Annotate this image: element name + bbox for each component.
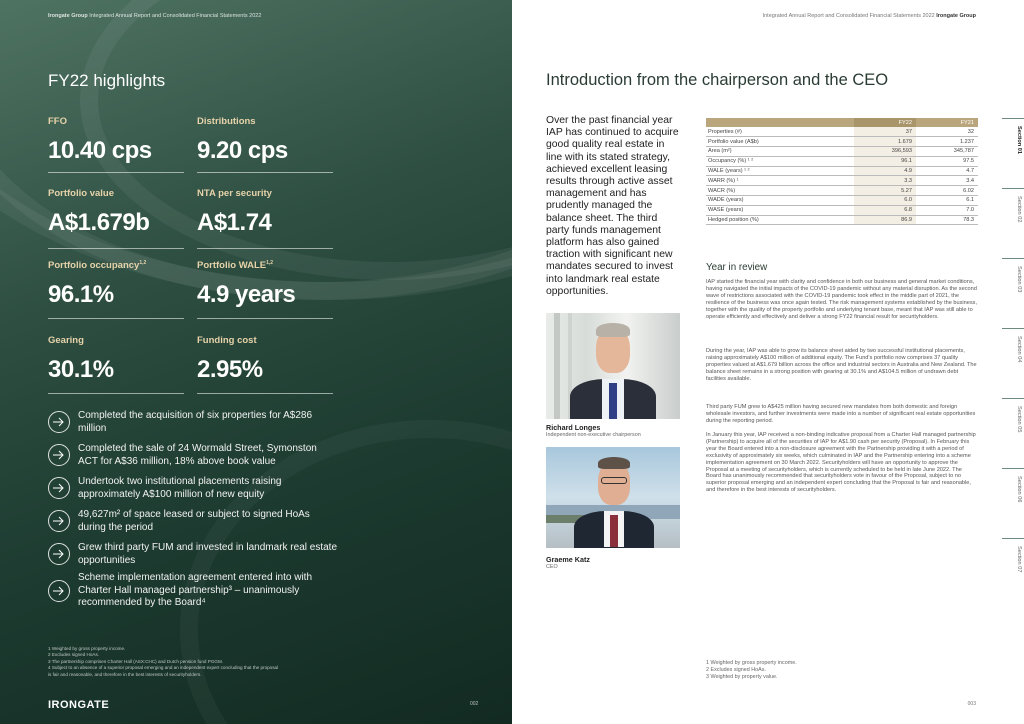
- table-cell: 3.4: [916, 176, 978, 186]
- metric-value: 9.20 cps: [197, 137, 288, 164]
- metric-value: 96.1%: [48, 281, 114, 309]
- table-cell: Occupancy (%) ¹ ²: [706, 156, 854, 166]
- footnote: 4 Subject to an absence of a superior proposal emerging and an independent expert concluding that the proposal: [48, 665, 279, 671]
- table-cell: WACR (%): [706, 186, 854, 196]
- divider: [48, 393, 184, 394]
- metric-label: Gearing: [48, 335, 84, 346]
- footnote: 2 Excludes signed HoAs.: [48, 652, 100, 658]
- metric-label: Portfolio WALE$^{1,2}$: [197, 260, 274, 272]
- highlight-text: Scheme implementation agreement entered into with Charter Hall managed partnership³ – unanimously recommended by the Board⁴: [78, 572, 313, 608]
- highlight-item: [48, 542, 338, 567]
- table-header: [706, 118, 854, 127]
- highlight-item: [48, 572, 338, 610]
- table-cell: 96.1: [854, 156, 916, 166]
- tie: [609, 383, 617, 419]
- page-header: [763, 13, 976, 19]
- section-tab-02[interactable]: [1000, 188, 1024, 258]
- person-role: Independent non-executive chairperson: [546, 432, 641, 438]
- highlight-text: Undertook two institutional placements raising approximately A$100 million of new equity: [78, 476, 282, 500]
- arrow-right-icon: [48, 543, 70, 565]
- section-label: Section 07: [1016, 546, 1022, 573]
- divider: [48, 172, 184, 173]
- table-cell: Hedged position (%): [706, 215, 854, 225]
- arrow-right-icon: [48, 411, 70, 433]
- table-cell: 5.27: [854, 186, 916, 196]
- highlight-text: Completed the acquisition of six properties for A$286 million: [78, 410, 313, 434]
- table-row: [706, 215, 978, 225]
- table-cell: 37: [854, 127, 916, 137]
- divider: [197, 318, 333, 319]
- table-cell: 97.5: [916, 156, 978, 166]
- header-title: Integrated Annual Report and Consolidated Financial Statements 2022: [89, 13, 262, 19]
- tab-divider: [1002, 188, 1024, 189]
- table-cell: 1.679: [854, 137, 916, 147]
- table-cell: WADE (years): [706, 196, 854, 206]
- section-tab-04[interactable]: [1000, 328, 1024, 398]
- arrow-right-icon: [48, 510, 70, 532]
- section-tab-06[interactable]: [1000, 468, 1024, 538]
- metric-label: Distributions: [197, 116, 256, 127]
- footnotes: [48, 646, 348, 678]
- table-row: [706, 147, 978, 157]
- metric-gearing: [48, 335, 184, 384]
- highlight-item: [48, 443, 338, 468]
- table-cell: 345,787: [916, 147, 978, 157]
- metric-label: Portfolio occupancy$^{1,2}$: [48, 260, 147, 272]
- header-brand: Irongate Group: [48, 13, 88, 19]
- table-cell: Area (m²): [706, 147, 854, 157]
- person-name: Richard Longes: [546, 423, 601, 432]
- body-paragraph: In January this year, IAP received a non-binding indicative proposal from a Charter Hall managed partnership (Partnership) to acquire all of the securities of IAP for A$1.90 cash per security (Proposal). In February this year the Board entered into a non-disclosure agreement with the Partnership providing it with a period of exclusivity of approximately six weeks, which culminated in IAP and the Partnership entering into a scheme implementation agreement on 30 March 2022. Securityholders will have an opportunity to approve the Proposal at a meeting of securityholders, which is currently scheduled to be held in late June 2022. The Board has unanimously recommended that securityholders vote in favour of the Proposal, subject to no superior proposal emerging and an independent expert concluding that the Proposal is fair and reasonable, and therefore in the best interests of securityholders.: [706, 432, 976, 494]
- metric-nta: [197, 188, 333, 237]
- table-row: [706, 186, 978, 196]
- glasses: [601, 477, 627, 484]
- section-label: Section 06: [1016, 476, 1022, 503]
- highlight-text: 49,627m² of space leased or subject to signed HoAs during the period: [78, 509, 310, 533]
- divider: [48, 248, 184, 249]
- metric-portfolio-value: [48, 188, 184, 237]
- table-cell: 4.9: [854, 166, 916, 176]
- header-title: Integrated Annual Report and Consolidated Financial Statements 2022: [762, 13, 935, 19]
- table-cell: 3.3: [854, 176, 916, 186]
- body-paragraph: IAP started the financial year with clarity and confidence in both our business and general market conditions, having navigated the initial impacts of the COVID-19 pandemic without any material disruption. As the second wave of restrictions associated with the COVID-19 pandemic took effect in the middle part of 2021, the resilience of the business was once again tested. The risk management systems established by the business, together with the quality of the property portfolio and underlying tenant base, meant that IAP was still able to operate efficiently and effectively and deliver a strong FY22 financial result for securityholders.: [706, 279, 978, 320]
- table-row: [706, 176, 978, 186]
- table-cell: 6.8: [854, 205, 916, 215]
- footnote: 2 Excludes signed HoAs.: [706, 667, 766, 673]
- table-cell: 1.237: [916, 137, 978, 147]
- section-tab-03[interactable]: [1000, 258, 1024, 328]
- footnote: 3 Weighted by property value.: [706, 674, 778, 680]
- table-cell: WASE (years): [706, 205, 854, 215]
- table-cell: 86.9: [854, 215, 916, 225]
- metric-label: NTA per security: [197, 188, 272, 199]
- section-heading: Year in review: [706, 262, 768, 273]
- tab-divider: [1002, 118, 1024, 119]
- table-row: [706, 196, 978, 206]
- page-title: FY22 highlights: [48, 71, 166, 90]
- highlight-text: Grew third party FUM and invested in landmark real estate opportunities: [78, 542, 337, 566]
- metric-ffo: [48, 116, 184, 165]
- table-cell: 7.0: [916, 205, 978, 215]
- divider: [197, 172, 333, 173]
- section-label: Section 02: [1016, 196, 1022, 223]
- tab-divider: [1002, 328, 1024, 329]
- table-cell: 32: [916, 127, 978, 137]
- table-row: [706, 156, 978, 166]
- section-label: Section 03: [1016, 266, 1022, 293]
- irongate-logo: IRONGATE: [48, 699, 110, 711]
- metric-label: Funding cost: [197, 335, 257, 346]
- highlight-item: [48, 509, 338, 534]
- table-cell: 4.7: [916, 166, 978, 176]
- tab-divider: [1002, 398, 1024, 399]
- table-cell: 6.02: [916, 186, 978, 196]
- metric-value: 10.40 cps: [48, 137, 152, 164]
- table-header: FY21: [916, 118, 978, 127]
- table-row: [706, 127, 978, 137]
- key-metrics-table: [706, 118, 978, 225]
- section-tab-01[interactable]: [1000, 118, 1024, 188]
- tie: [610, 515, 618, 547]
- metric-funding-cost: [197, 335, 333, 384]
- metric-value: 2.95%: [197, 356, 263, 383]
- background-window: [554, 313, 560, 419]
- divider: [197, 248, 333, 249]
- section-label: Section 01: [1016, 126, 1022, 154]
- table-cell: Properties (#): [706, 127, 854, 137]
- divider: [197, 393, 333, 394]
- section-tab-07[interactable]: [1000, 538, 1024, 608]
- hair: [598, 457, 630, 469]
- body-paragraph: Third party FUM grew to A$425 million having secured new mandates from both domestic and foreign wholesale investors, and further investments were made into a number of significant real estate opportunities during the reporting period.: [706, 404, 976, 424]
- tab-divider: [1002, 468, 1024, 469]
- table-cell: 396,593: [854, 147, 916, 157]
- metric-value: 4.9 years: [197, 281, 296, 309]
- metric-label: Portfolio value: [48, 188, 114, 199]
- person-role: CEO: [546, 564, 558, 570]
- introduction-page: [512, 0, 1024, 724]
- section-label: Section 04: [1016, 336, 1022, 363]
- metric-label: FFO: [48, 116, 67, 127]
- header-brand: Irongate Group: [936, 13, 976, 19]
- hair: [596, 323, 630, 337]
- tab-divider: [1002, 258, 1024, 259]
- metric-value: A$1.74: [197, 209, 272, 236]
- table-cell: WALE (years) ¹ ²: [706, 166, 854, 176]
- metric-distributions: [197, 116, 333, 165]
- page-title: Introduction from the chairperson and the CEO: [546, 71, 889, 89]
- footnote: 1 Weighted by gross property income.: [48, 646, 126, 651]
- chairperson-photo: [546, 313, 680, 419]
- page-number: 003: [967, 701, 976, 707]
- page-header: [48, 13, 261, 19]
- section-tab-05[interactable]: [1000, 398, 1024, 468]
- person-name: Graeme Katz: [546, 555, 590, 564]
- table-cell: WARR (%) ¹: [706, 176, 854, 186]
- tab-divider: [1002, 538, 1024, 539]
- table-header-row: [706, 118, 978, 127]
- footnotes: [706, 660, 797, 681]
- table-row: [706, 166, 978, 176]
- table-cell: 6.0: [854, 196, 916, 206]
- arrow-right-icon: [48, 444, 70, 466]
- highlight-item: [48, 410, 338, 435]
- table-cell: 78.3: [916, 215, 978, 225]
- metric-wale: [197, 260, 333, 309]
- table-cell: Portfolio value (A$b): [706, 137, 854, 147]
- lead-paragraph: Over the past financial year IAP has continued to acquire good quality real estate in line with its stated strategy, achieved excellent leasing results through active asset management and has prudently managed the balance sheet. The third party funds management platform has also gained traction with significant new mandates secured to invest into landmark real estate opportunities.: [546, 115, 679, 297]
- section-label: Section 05: [1016, 406, 1022, 433]
- ceo-photo: [546, 447, 680, 548]
- table-row: [706, 137, 978, 147]
- highlight-text: Completed the sale of 24 Wormald Street, Symonston ACT for A$36 million, 18% above book value: [78, 443, 317, 467]
- table-header: FY22: [854, 118, 916, 127]
- page-number: 002: [470, 701, 479, 707]
- footnote: 3 The partnership comprises Charter Hall (ASX:CHC) and Dutch pension fund PGGM.: [48, 658, 224, 664]
- footnote: 1 Weighted by gross property income.: [706, 660, 797, 666]
- divider: [48, 318, 184, 319]
- arrow-right-icon: [48, 580, 70, 602]
- table-cell: 6.1: [916, 196, 978, 206]
- metric-value: 30.1%: [48, 356, 114, 383]
- body-paragraph: During the year, IAP was able to grow its balance sheet aided by two successful institutional placements, raising approximately A$100 million of additional equity. The Fund's portfolio now comprises 37 quality properties valued at A$1.679 billion across the office and industrial sectors in Australia and New Zealand. The balance sheet remains in a strong position with gearing at 30.1% and A$104.5 million of undrawn debt facilities available.: [706, 348, 977, 382]
- metric-occupancy: [48, 260, 184, 309]
- highlight-item: [48, 476, 338, 501]
- arrow-right-icon: [48, 477, 70, 499]
- metric-value: A$1.679b: [48, 209, 150, 236]
- table-row: [706, 205, 978, 215]
- footnote: is fair and reasonable, and therefore in the best interests of securityholders.: [48, 671, 202, 677]
